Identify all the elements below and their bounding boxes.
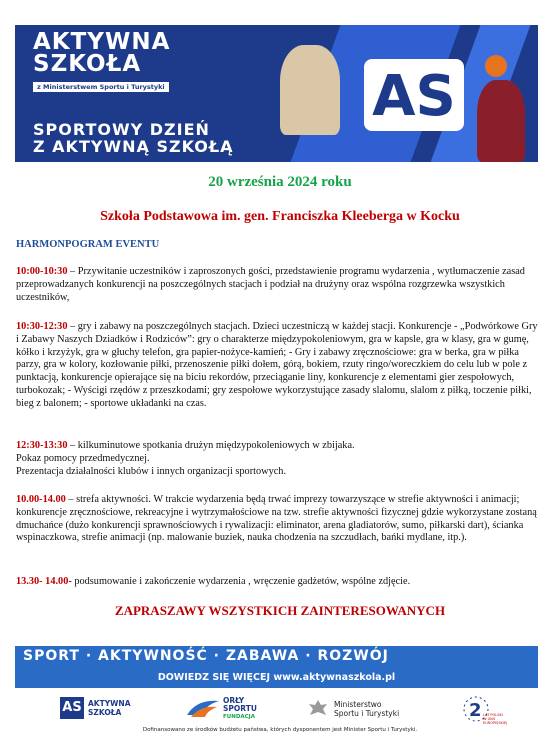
schedule-time: 10:30-12:30 <box>16 321 68 332</box>
svg-text:2: 2 <box>469 700 482 721</box>
website-link[interactable]: DOWIEDZ SIĘ WIĘCEJ www.aktywnaszkola.pl <box>157 672 396 683</box>
schedule-item <box>16 266 538 304</box>
schedule-extra: Prezentacja działalności klubów i innych organizacji sportowych. <box>16 465 287 477</box>
as-small-logo-icon: AS <box>60 697 84 719</box>
school-name: Szkoła Podstawowa im. gen. Franciszka Kleeberga w Kocku <box>100 209 460 224</box>
anniversary-caption: LAT POLSKI W UNII EUROPEJSKIEJ <box>483 713 508 725</box>
eagle-emblem-icon <box>306 697 330 721</box>
schedule-extra: Pokaz pomocy przedmedycznej. <box>16 452 150 464</box>
program-heading: HARMONPOGRAM EVENTU <box>16 239 160 250</box>
aktywna-szkola-logo: AKTYWNA SZKOŁA <box>88 699 131 717</box>
schedule-text: – gry i zabawy na poszczególnych stacjach. Dzieci uczestniczą w każdej stacji. Konkurencje - „Podwórkowe Gry i Zabawy Naszych Dziadków i Rodziców”: gry o charakterze międzypokoleniowym, gra w kapsle, gra w klasy, gra w gumę, kółko i krzyżyk, gra w głuchy telefon, gra papier-nożyce-kamień; - Gry i zabawy zręcznościowe: gra w berka, gra w piłka parzy, gra w kolory, kozłowanie piłki, przenoszenie piłki dołem, górą, bokiem, rzuty ringo/woreczkiem do celu lub w pole z punktacją, konkurencje opierające się na biciu rekordów, przeciąganie liny, konkurencje z elementami gier zespołowych, turbokozak; - Wyścigi rzędów z przeszkodami; gry zespołowe wykorzystujące zasady slalomu, slalom z piłką, toczenie piłki, bieg z balonem; - sportowe układanki na czas. <box>16 321 538 409</box>
schedule-item <box>16 440 538 478</box>
footer-words: SPORT · AKTYWNOŚĆ · ZABAWA · ROZWÓJ <box>23 648 389 664</box>
schedule-text: – strefa aktywności. W trakcie wydarzenia będą trwać imprezy towarzyszące w strefie aktywności i animacji; konkurencje zręcznościowe, rekreacyjne i wytrzymałościowe na tzw. strefie aktywności fizycznej gdzie wykorzystane zostaną dmuchańce (dużo konkurencji sprawnościowych i rywalizacji: eliminator, arena gladiatorów, sumo, piłkarski dart), ścianka wspinaczkowa, strefie animacji (np. malowanie buziek, nauka chodzenia na szczudłach, bańki mydlane, itp.). <box>16 494 537 544</box>
orly-sportu-logo: ORŁY SPORTU FUNDACJA <box>223 696 257 720</box>
as-logo-icon <box>360 55 468 135</box>
schedule-item <box>16 494 538 545</box>
schedule-item <box>16 576 538 589</box>
child-figure-icon <box>280 45 340 135</box>
schedule-time: 10.00-14.00 <box>16 494 66 505</box>
schedule-time: 13.30- 14.00 <box>16 576 69 587</box>
child-figure-icon <box>477 80 525 162</box>
svg-text:AS: AS <box>372 64 456 129</box>
banner-subtitle: z Ministerstwem Sportu i Turystyki <box>33 82 169 92</box>
financing-note: Dofinansowano ze środków budżetu państwa, których dysponentem jest Minister Sportu i Turystyki. <box>142 727 418 733</box>
schedule-text: – Przywitanie uczestników i zaproszonych gości, przedstawienie programu wydarzenia , wytłumaczenie zasad przeprowadzanych konkurencji na poszczególnych stacjach i podział na drużyny oraz wspólna rozgrzewka wszystkich uczestników, <box>16 266 525 303</box>
banner-slogan: SPORTOWY DZIEŃ Z AKTYWNĄ SZKOŁĄ <box>33 120 234 156</box>
schedule-item <box>16 321 538 411</box>
invitation-text: ZAPRASZAWY WSZYSTKICH ZAINTERESOWANYCH <box>114 603 446 618</box>
schedule-time: 12:30-13:30 <box>16 440 68 451</box>
footer-bar <box>15 646 538 688</box>
basketball-icon <box>485 55 507 77</box>
orly-sportu-wing-icon <box>185 697 221 719</box>
schedule-text: – kilkuminutowe spotkania drużyn międzypokoleniowych w zbijaka. <box>67 440 355 451</box>
schedule-time: 10:00-10:30 <box>16 266 68 277</box>
ministry-logo: Ministerstwo Sportu i Turystyki <box>334 700 400 718</box>
header-banner <box>15 25 538 162</box>
banner-title: AKTYWNA SZKOŁA <box>33 29 171 77</box>
schedule-text: - podsumowanie i zakończenie wydarzenia , wręczenie gadżetów, wspólne zdjęcie. <box>68 576 411 587</box>
event-date: 20 września 2024 roku <box>208 174 352 190</box>
